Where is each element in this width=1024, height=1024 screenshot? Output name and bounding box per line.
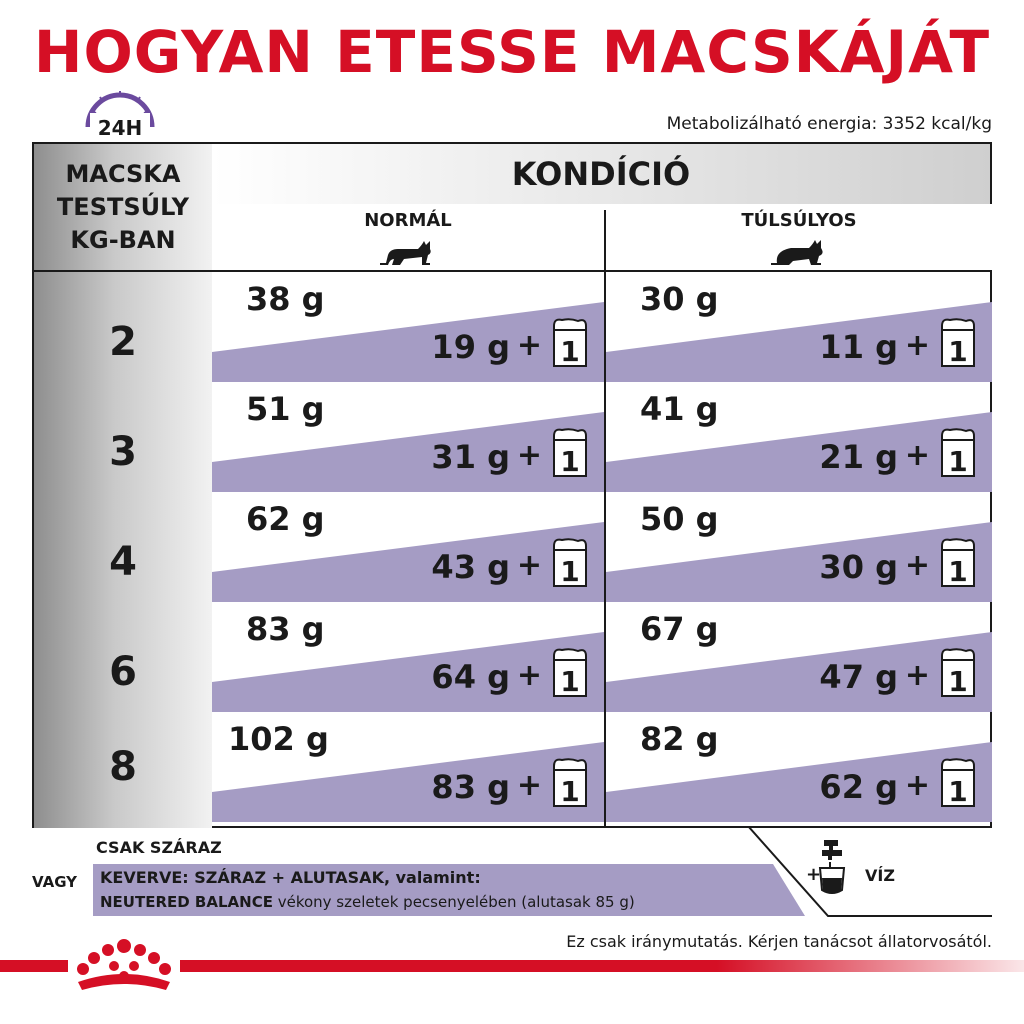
pouch-count: 1 — [560, 445, 580, 478]
plus-sign: + — [904, 658, 930, 693]
feeding-table — [32, 142, 992, 828]
mixed-dry-amount: 30 g — [819, 548, 898, 586]
crown-logo — [68, 936, 180, 998]
dry-amount: 51 g — [246, 390, 325, 428]
overweight-cell — [606, 492, 992, 602]
clock-label: 24H — [97, 116, 143, 140]
mixed-dry-amount: 62 g — [819, 768, 898, 806]
normal-cell — [212, 272, 604, 382]
pouch-count: 1 — [948, 335, 968, 368]
plus-sign: + — [904, 438, 930, 473]
product-description — [100, 893, 635, 911]
pouch-icon — [550, 646, 590, 698]
dry-amount: 41 g — [640, 390, 719, 428]
overweight-label: TÚLSÚLYOS — [741, 210, 857, 231]
disclaimer: Ez csak iránymutatás. Kérjen tanácsot állatorvosától. — [566, 932, 992, 951]
cat-icon — [378, 237, 438, 267]
plus-sign: + — [516, 328, 542, 363]
or-label: VAGY — [32, 873, 78, 891]
pouch-icon — [938, 756, 978, 808]
pouch-count: 1 — [560, 335, 580, 368]
cat-icon — [769, 237, 829, 267]
overweight-header — [606, 204, 992, 272]
water-tap-icon — [820, 840, 844, 893]
normal-cell — [212, 602, 604, 712]
mixed-label: KEVERVE: SZÁRAZ + ALUTASAK, valamint: — [100, 868, 481, 887]
mixed-dry-amount: 31 g — [431, 438, 510, 476]
condition-header: KONDÍCIÓ — [212, 144, 990, 204]
pouch-icon — [550, 426, 590, 478]
dry-amount: 30 g — [640, 280, 719, 318]
weight-value: 3 — [109, 429, 137, 475]
plus-sign: + — [516, 438, 542, 473]
dry-amount: 62 g — [246, 500, 325, 538]
product-desc: vékony szeletek pecsenyelében (alutasak 85 g) — [272, 893, 635, 911]
pouch-icon — [938, 316, 978, 368]
mixed-dry-amount: 83 g — [431, 768, 510, 806]
page-title: HOGYAN ETESSE MACSKÁJÁT — [33, 18, 991, 86]
product-name: NEUTERED BALANCE — [100, 893, 273, 911]
weight-value: 4 — [109, 539, 137, 585]
pouch-count: 1 — [560, 775, 580, 808]
plus-sign: + — [904, 768, 930, 803]
weight-header — [34, 144, 212, 272]
water-plus-sign: + — [806, 864, 822, 885]
pouch-icon — [550, 756, 590, 808]
normal-cell — [212, 712, 604, 822]
pouch-icon — [550, 536, 590, 588]
plus-sign: + — [516, 768, 542, 803]
dry-amount: 102 g — [228, 720, 329, 758]
water-label: VÍZ — [865, 866, 895, 885]
pouch-count: 1 — [948, 775, 968, 808]
pouch-icon — [550, 316, 590, 368]
weight-header-line: TESTSÚLY — [56, 192, 190, 221]
normal-cell — [212, 492, 604, 602]
plus-sign: + — [516, 658, 542, 693]
normal-header — [212, 204, 604, 272]
pouch-count: 1 — [948, 445, 968, 478]
pouch-count: 1 — [948, 555, 968, 588]
dry-only-label: CSAK SZÁRAZ — [96, 838, 222, 857]
mixed-dry-amount: 47 g — [819, 658, 898, 696]
mixed-dry-amount: 11 g — [819, 328, 898, 366]
plus-sign: + — [904, 548, 930, 583]
pouch-count: 1 — [948, 665, 968, 698]
dry-amount: 82 g — [640, 720, 719, 758]
overweight-cell — [606, 272, 992, 382]
overweight-cell — [606, 382, 992, 492]
pouch-count: 1 — [560, 555, 580, 588]
energy-label: Metabolizálható energia: 3352 kcal/kg — [666, 114, 992, 134]
clock-24h-icon — [80, 83, 160, 145]
normal-cell — [212, 382, 604, 492]
normal-label: NORMÁL — [364, 210, 452, 231]
dry-amount: 38 g — [246, 280, 325, 318]
pouch-icon — [938, 536, 978, 588]
weight-header-line: MACSKA — [65, 159, 181, 188]
mixed-dry-amount: 64 g — [431, 658, 510, 696]
pouch-count: 1 — [560, 665, 580, 698]
mixed-dry-amount: 43 g — [431, 548, 510, 586]
pouch-icon — [938, 426, 978, 478]
overweight-cell — [606, 712, 992, 822]
plus-sign: + — [516, 548, 542, 583]
plus-sign: + — [904, 328, 930, 363]
weight-header-line: KG-BAN — [70, 225, 176, 254]
dry-amount: 67 g — [640, 610, 719, 648]
mixed-dry-amount: 21 g — [819, 438, 898, 476]
pouch-icon — [938, 646, 978, 698]
dry-amount: 50 g — [640, 500, 719, 538]
weight-value: 2 — [109, 319, 137, 365]
weight-value: 8 — [109, 744, 137, 790]
dry-amount: 83 g — [246, 610, 325, 648]
weight-value: 6 — [109, 649, 137, 695]
mixed-dry-amount: 19 g — [431, 328, 510, 366]
overweight-cell — [606, 602, 992, 712]
